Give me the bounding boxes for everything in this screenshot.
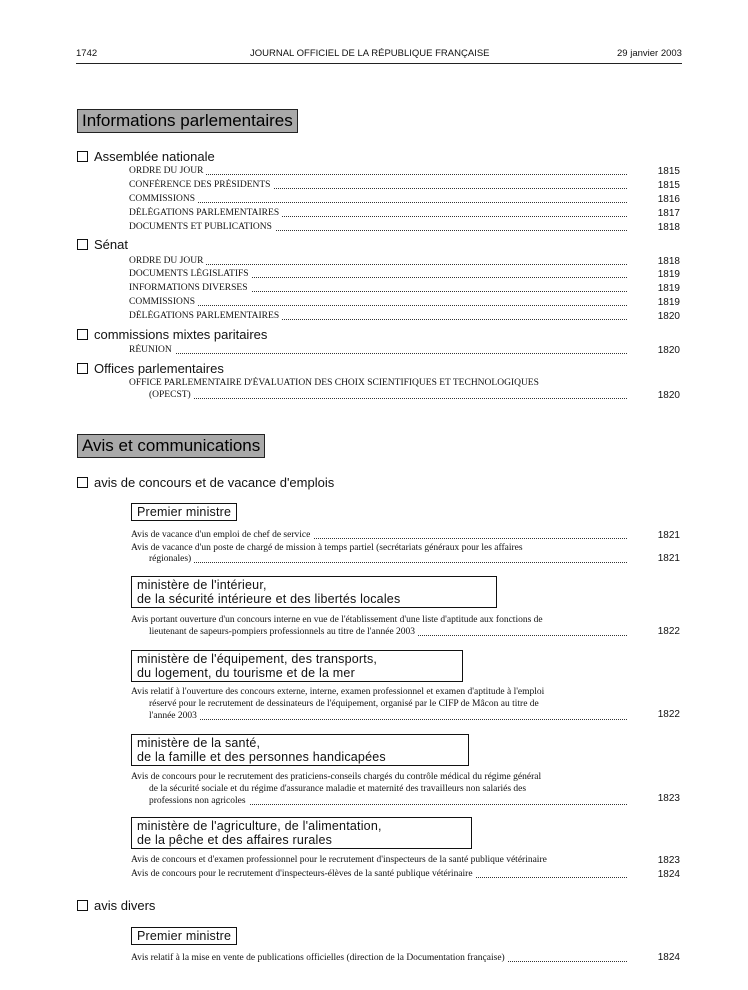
- checkbox-icon: [77, 477, 88, 488]
- entry-text: professions non agricoles: [149, 796, 249, 806]
- entry-text: RÉUNION: [129, 345, 175, 355]
- entry-text: (OPECST): [149, 390, 194, 400]
- heading-label: Offices parlementaires: [94, 361, 224, 376]
- page-ref: 1819: [657, 283, 680, 294]
- entry-text: DÉLÉGATIONS PARLEMENTAIRES: [129, 208, 282, 218]
- issue-date: 29 janvier 2003: [617, 48, 682, 59]
- entry-text: ORDRE DU JOUR: [129, 166, 206, 176]
- page-ref: 1815: [657, 180, 680, 191]
- toc-entry[interactable]: [129, 268, 627, 281]
- page-ref: 1816: [657, 194, 680, 205]
- page-ref: 1823: [657, 793, 680, 804]
- checkbox-icon: [77, 151, 88, 162]
- entry-text: CONFÉRENCE DES PRÉSIDENTS: [129, 180, 273, 190]
- page-ref: 1824: [657, 869, 680, 880]
- page-ref: 1823: [657, 855, 680, 866]
- checkbox-icon: [77, 363, 88, 374]
- toc-entry[interactable]: [131, 868, 627, 881]
- page-ref: 1822: [657, 709, 680, 720]
- toc-entry[interactable]: [149, 626, 627, 639]
- page-ref: 1817: [657, 208, 680, 219]
- ministry-line: ministère de la santé,: [137, 736, 261, 750]
- page-ref: 1815: [657, 166, 680, 177]
- heading-label: Assemblée nationale: [94, 149, 215, 164]
- ministry-line: ministère de l'équipement, des transports,: [137, 652, 378, 666]
- toc-entry-line1[interactable]: OFFICE PARLEMENTAIRE D'ÉVALUATION DES CHOIX SCIENTIFIQUES ET TECHNOLOGIQUES: [129, 378, 539, 388]
- checkbox-icon: [77, 900, 88, 911]
- toc-entry[interactable]: [129, 282, 627, 295]
- ministry-line: ministère de l'agriculture, de l'alimentation,: [137, 819, 382, 833]
- toc-entry-line1[interactable]: Avis de concours pour le recrutement des praticiens-conseils chargés du contrôle médical du régime général: [131, 772, 542, 782]
- toc-entry[interactable]: [129, 296, 627, 309]
- toc-entry[interactable]: Avis de concours et d'examen professionnel pour le recrutement d'inspecteurs de la santé publique vétérinaire: [131, 855, 547, 865]
- heading-senat: [77, 237, 128, 252]
- toc-entry-line1[interactable]: Avis relatif à l'ouverture des concours externe, interne, examen professionnel et examen d'aptitude à l'emploi: [131, 687, 545, 697]
- toc-entry[interactable]: [129, 165, 627, 178]
- entry-text: COMMISSIONS: [129, 297, 198, 307]
- heading-label: avis de concours et de vacance d'emplois: [94, 475, 335, 490]
- entry-text: Avis relatif à la mise en vente de publications officielles (direction de la Documentation française): [131, 953, 508, 963]
- entry-text: DOCUMENTS ET PUBLICATIONS: [129, 222, 275, 232]
- entry-text: régionales): [149, 554, 194, 564]
- journal-title: JOURNAL OFFICIEL DE LA RÉPUBLIQUE FRANÇAISE: [250, 48, 490, 59]
- page-ref: 1824: [657, 952, 680, 963]
- section-band-avis: Avis et communications: [77, 434, 265, 458]
- ministry-line: de la famille et des personnes handicapées: [137, 750, 386, 764]
- page-ref: 1820: [657, 390, 680, 401]
- toc-entry-line1[interactable]: Avis de vacance d'un poste de chargé de mission à temps partiel (secrétariats généraux pour les affaires: [131, 543, 523, 553]
- section-band-informations: Informations parlementaires: [77, 109, 298, 133]
- heading-label: commissions mixtes paritaires: [94, 327, 268, 342]
- toc-entry[interactable]: [149, 553, 627, 566]
- entry-text: ORDRE DU JOUR: [129, 256, 206, 266]
- toc-entry[interactable]: [129, 255, 627, 268]
- ministry-box-interieur: [131, 576, 497, 608]
- entry-text: l'année 2003: [149, 711, 200, 721]
- toc-entry-line2[interactable]: de la sécurité sociale et du régime d'assurance maladie et maternité des travailleurs non salariés des: [149, 784, 527, 794]
- ministry-box-sante: [131, 734, 469, 766]
- toc-entry[interactable]: [129, 193, 627, 206]
- toc-entry[interactable]: [149, 795, 627, 808]
- toc-entry-line2[interactable]: réservé pour le recrutement de dessinateurs de l'équipement, organisé par le CIFP de Mâcon au titre de: [149, 699, 539, 709]
- toc-entry[interactable]: [129, 344, 627, 357]
- checkbox-icon: [77, 329, 88, 340]
- toc-entry[interactable]: [129, 207, 627, 220]
- page-ref: 1821: [657, 553, 680, 564]
- ministry-line: de la pêche et des affaires rurales: [137, 833, 333, 847]
- entry-text: Avis de concours pour le recrutement d'inspecteurs-élèves de la santé publique vétérinaire: [131, 869, 476, 879]
- entry-text: lieutenant de sapeurs-pompiers professionnels au titre de l'année 2003: [149, 627, 418, 637]
- page-ref: 1820: [657, 345, 680, 356]
- heading-label: avis divers: [94, 898, 156, 913]
- heading-label: Sénat: [94, 237, 128, 252]
- entry-text: Avis de vacance d'un emploi de chef de service: [131, 530, 313, 540]
- page-number: 1742: [76, 48, 98, 59]
- ministry-line: du logement, du tourisme et de la mer: [137, 666, 355, 680]
- heading-avis-divers: [77, 898, 155, 913]
- toc-entry[interactable]: [131, 952, 627, 965]
- toc-entry[interactable]: [131, 529, 627, 542]
- page-ref: 1819: [657, 269, 680, 280]
- page-ref: 1818: [657, 256, 680, 267]
- toc-entry-line1[interactable]: Avis portant ouverture d'un concours interne en vue de l'établissement d'une liste d'aptitude aux fonctions de: [131, 615, 543, 625]
- page-ref: 1819: [657, 297, 680, 308]
- toc-entry[interactable]: [129, 310, 627, 323]
- page-ref: 1820: [657, 311, 680, 322]
- ministry-box-agriculture: [131, 817, 472, 849]
- entry-text: DÉLÉGATIONS PARLEMENTAIRES: [129, 311, 282, 321]
- heading-offices: [77, 361, 224, 376]
- entry-text: INFORMATIONS DIVERSES: [129, 283, 251, 293]
- entry-text: COMMISSIONS: [129, 194, 198, 204]
- ministry-box-premier-ministre-2: Premier ministre: [131, 927, 237, 945]
- entry-text: DOCUMENTS LÉGISLATIFS: [129, 269, 252, 279]
- heading-assemblee: [77, 149, 215, 164]
- ministry-box-equipement: [131, 650, 463, 682]
- toc-entry[interactable]: [129, 221, 627, 234]
- ministry-line: ministère de l'intérieur,: [137, 578, 267, 592]
- toc-entry[interactable]: [149, 389, 627, 402]
- toc-entry[interactable]: [149, 710, 627, 723]
- ministry-line: de la sécurité intérieure et des libertés locales: [137, 592, 401, 606]
- header-rule: [76, 63, 682, 64]
- toc-entry[interactable]: [129, 179, 627, 192]
- page-ref: 1822: [657, 626, 680, 637]
- page-ref: 1821: [657, 530, 680, 541]
- checkbox-icon: [77, 239, 88, 250]
- page-ref: 1818: [657, 222, 680, 233]
- heading-concours: [77, 475, 334, 490]
- heading-cmp: [77, 327, 267, 342]
- ministry-box-premier-ministre: Premier ministre: [131, 503, 237, 521]
